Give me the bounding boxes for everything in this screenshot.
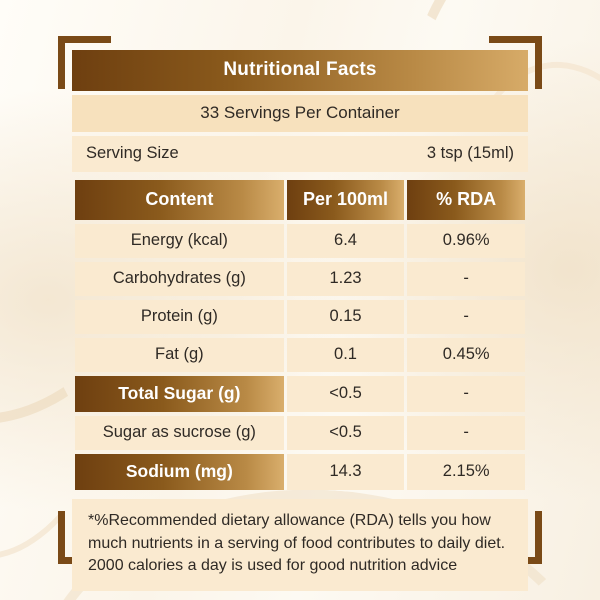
nutrient-name: Carbohydrates (g) bbox=[75, 262, 284, 296]
nutrient-rda: 0.96% bbox=[407, 224, 525, 258]
serving-size-label: Serving Size bbox=[86, 144, 179, 162]
table-row bbox=[75, 376, 525, 412]
nutrient-per-100ml: 1.23 bbox=[287, 262, 405, 296]
table-row bbox=[75, 224, 525, 258]
nutrient-rda: 2.15% bbox=[407, 454, 525, 490]
nutrient-rda: - bbox=[407, 376, 525, 412]
nutrient-rda: 0.45% bbox=[407, 338, 525, 372]
nutrient-rda: - bbox=[407, 300, 525, 334]
table-row bbox=[75, 454, 525, 490]
serving-size-row bbox=[72, 136, 528, 172]
nutrient-name: Sodium (mg) bbox=[75, 454, 284, 490]
nutrient-rda: - bbox=[407, 416, 525, 450]
nutrient-per-100ml: <0.5 bbox=[287, 376, 405, 412]
serving-size-value: 3 tsp (15ml) bbox=[426, 144, 514, 162]
nutrient-name: Protein (g) bbox=[75, 300, 284, 334]
column-header-content: Content bbox=[75, 180, 284, 220]
nutrient-rda: - bbox=[407, 262, 525, 296]
nutrient-per-100ml: 6.4 bbox=[287, 224, 405, 258]
nutrient-per-100ml: <0.5 bbox=[287, 416, 405, 450]
nutrient-per-100ml: 0.1 bbox=[287, 338, 405, 372]
table-header-row bbox=[75, 180, 525, 220]
nutrition-facts-card bbox=[72, 50, 528, 591]
table-row bbox=[75, 262, 525, 296]
nutrient-per-100ml: 0.15 bbox=[287, 300, 405, 334]
nutrient-per-100ml: 14.3 bbox=[287, 454, 405, 490]
nutrient-name: Total Sugar (g) bbox=[75, 376, 284, 412]
nutrient-name: Energy (kcal) bbox=[75, 224, 284, 258]
nutrient-name: Fat (g) bbox=[75, 338, 284, 372]
column-header-rda: % RDA bbox=[407, 180, 525, 220]
table-row bbox=[75, 338, 525, 372]
rda-footnote: *%Recommended dietary allowance (RDA) tells you how much nutrients in a serving of food contributes to daily diet. 2000 calories a day is used for good nutrition advice bbox=[72, 499, 528, 591]
page-title: Nutritional Facts bbox=[72, 50, 528, 91]
nutrient-name: Sugar as sucrose (g) bbox=[75, 416, 284, 450]
column-header-per-100ml: Per 100ml bbox=[287, 180, 405, 220]
servings-per-container: 33 Servings Per Container bbox=[72, 95, 528, 132]
table-row bbox=[75, 416, 525, 450]
nutrition-table bbox=[72, 176, 528, 494]
table-row bbox=[75, 300, 525, 334]
